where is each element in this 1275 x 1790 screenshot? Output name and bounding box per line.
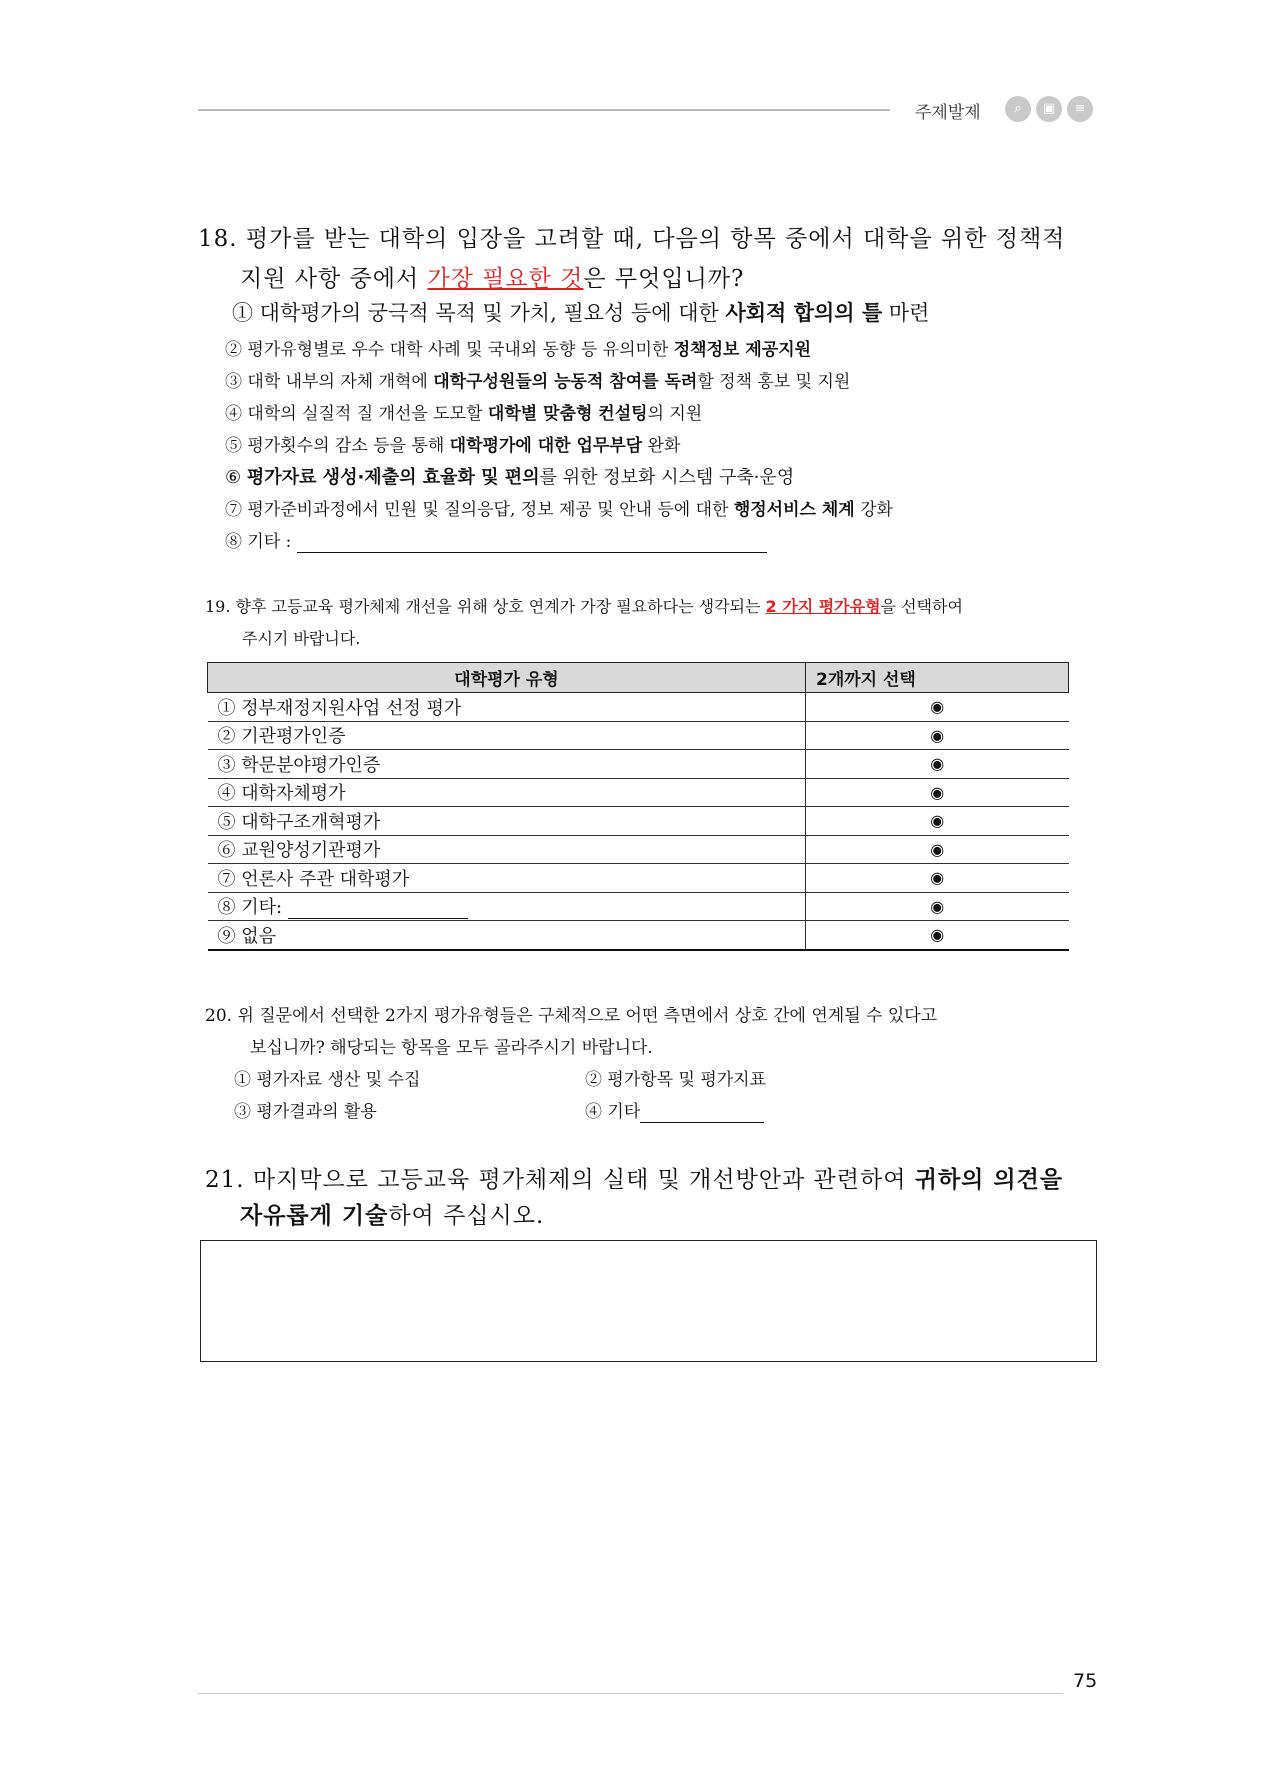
q21-line1: 21. 마지막으로 고등교육 평가체제의 실태 및 개선방안과 관련하여 귀하의 의견을 xyxy=(205,1167,1064,1193)
radio-button[interactable]: ◉ xyxy=(806,721,1069,750)
table-row xyxy=(208,750,1069,779)
other-blank[interactable] xyxy=(640,1102,764,1123)
other-blank[interactable] xyxy=(288,897,468,919)
table-row xyxy=(208,864,1069,893)
q19-line1: 19. 향후 고등교육 평가체제 개선을 위해 상호 연계가 가장 필요하다는 생각되는 2 가지 평가유형을 선택하여 xyxy=(205,597,963,616)
other-blank[interactable] xyxy=(297,532,767,553)
q20-line1: 20. 위 질문에서 선택한 2가지 평가유형들은 구체적으로 어떤 측면에서 상호 간에 연계될 수 있다고 xyxy=(205,1006,938,1026)
q18-option-3[interactable]: ③ 대학 내부의 자체 개혁에 대학구성원들의 능동적 참여를 독려할 정책 홍보 및 지원 xyxy=(225,372,851,392)
radio-button[interactable]: ◉ xyxy=(806,835,1069,864)
q20-option-3[interactable]: ③ 평가결과의 활용 xyxy=(234,1102,377,1122)
answer-textbox[interactable] xyxy=(200,1240,1097,1362)
header-title: 주제발제 xyxy=(915,103,981,123)
q18-option-2[interactable]: ② 평가유형별로 우수 대학 사례 및 국내외 동향 등 유의미한 정책정보 제공지원 xyxy=(225,340,812,360)
row-other: ⑧ 기타: xyxy=(208,892,806,921)
q18-option-8[interactable]: ⑧ 기타 : xyxy=(225,527,767,553)
row-label: ⑦ 언론사 주관 대학평가 xyxy=(208,864,806,893)
radio-button[interactable]: ◉ xyxy=(806,864,1069,893)
q20-option-2[interactable]: ② 평가항목 및 평가지표 xyxy=(585,1070,767,1090)
table-row xyxy=(208,835,1069,864)
radio-button[interactable]: ◉ xyxy=(806,921,1069,950)
table-row xyxy=(208,721,1069,750)
q18-option-6[interactable]: ⑥ 평가자료 생성·제출의 효율화 및 편의를 위한 정보화 시스템 구축·운영 xyxy=(225,467,795,488)
table-row xyxy=(208,892,1069,921)
col-select: 2개까지 선택 xyxy=(806,663,1069,693)
q20-option-1[interactable]: ① 평가자료 생산 및 수집 xyxy=(234,1070,421,1090)
header-rule xyxy=(198,109,890,111)
table-row xyxy=(208,693,1069,722)
radio-button[interactable]: ◉ xyxy=(806,750,1069,779)
monitor-icon: ▣ xyxy=(1036,96,1062,122)
q18-option-5[interactable]: ⑤ 평가횟수의 감소 등을 통해 대학평가에 대한 업무부담 완화 xyxy=(225,436,681,456)
radio-button[interactable]: ◉ xyxy=(806,807,1069,836)
radio-button[interactable]: ◉ xyxy=(806,693,1069,722)
q18-highlight: 가장 필요한 것 xyxy=(427,266,584,292)
q18-line2: 지원 사항 중에서 가장 필요한 것은 무엇입니까? xyxy=(240,266,745,292)
table-header xyxy=(208,663,1069,693)
row-label: ⑨ 없음 xyxy=(208,921,806,950)
col-type: 대학평가 유형 xyxy=(208,663,806,693)
row-label: ⑥ 교원양성기관평가 xyxy=(208,835,806,864)
row-label: ③ 학문분야평가인증 xyxy=(208,750,806,779)
row-label: ② 기관평가인증 xyxy=(208,721,806,750)
table-row xyxy=(208,807,1069,836)
q20-line2: 보십니까? 해당되는 항목을 모두 골라주시기 바랍니다. xyxy=(250,1038,653,1058)
evaluation-type-table xyxy=(207,662,1069,951)
row-label: ⑤ 대학구조개혁평가 xyxy=(208,807,806,836)
row-label: ④ 대학자체평가 xyxy=(208,778,806,807)
q21-line2: 자유롭게 기술하여 주십시오. xyxy=(240,1203,545,1229)
table-row xyxy=(208,778,1069,807)
q18-option-7[interactable]: ⑦ 평가준비과정에서 민원 및 질의응답, 정보 제공 및 안내 등에 대한 행정서비스 체계 강화 xyxy=(225,500,893,520)
q20-option-4[interactable]: ④ 기타 xyxy=(585,1097,764,1123)
page-number: 75 xyxy=(1073,1670,1098,1692)
search-icon: ⌕ xyxy=(1005,96,1031,122)
list-icon: ≡ xyxy=(1067,96,1093,122)
q18-option-4[interactable]: ④ 대학의 실질적 질 개선을 도모할 대학별 맞춤형 컨설팅의 지원 xyxy=(225,404,703,424)
table-row xyxy=(208,921,1069,950)
radio-button[interactable]: ◉ xyxy=(806,892,1069,921)
row-label: ① 정부재정지원사업 선정 평가 xyxy=(208,693,806,722)
footer-rule xyxy=(198,1693,1063,1694)
q19-line2: 주시기 바랍니다. xyxy=(242,629,361,648)
radio-button[interactable]: ◉ xyxy=(806,778,1069,807)
q18-line1: 18. 평가를 받는 대학의 입장을 고려할 때, 다음의 항목 중에서 대학을 위한 정책적 xyxy=(198,226,1066,252)
q19-highlight: 2 가지 평가유형 xyxy=(765,597,881,616)
q18-option-1[interactable]: ① 대학평가의 궁극적 목적 및 가치, 필요성 등에 대한 사회적 합의의 틀 마련 xyxy=(232,301,930,325)
